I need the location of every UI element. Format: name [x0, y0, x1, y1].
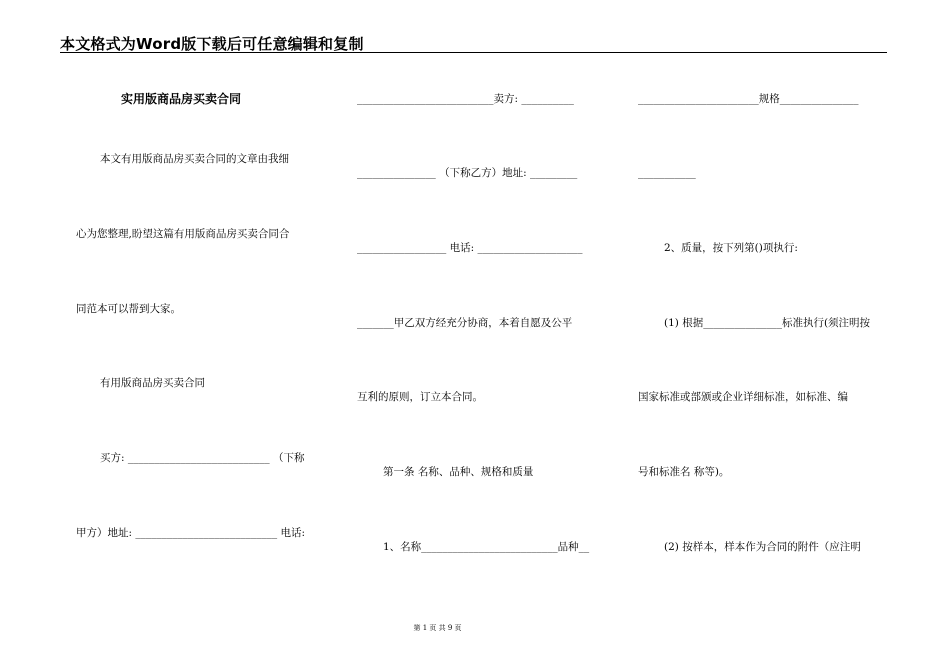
text-line: _________________ 电话: ____________________	[357, 242, 583, 254]
text-line: _______________________规格_______________	[638, 93, 859, 105]
text-line: _______甲乙双方经充分协商，本着自愿及公平	[357, 317, 573, 329]
text-line: 号和标准名 称等)。	[638, 466, 730, 478]
text-line: 甲方）地址: ___________________________ 电话:	[76, 527, 306, 539]
text-line: 国家标准或部颁或企业详细标准，如标准、编	[638, 391, 848, 403]
text-line: (1) 根据_______________标准执行(须注明按	[664, 317, 871, 329]
text-line: 买方: ___________________________ （下称	[100, 452, 305, 464]
text-line: 2、质量，按下列第()项执行:	[664, 242, 798, 254]
column-3	[638, 0, 888, 672]
document-title: 实用版商品房买卖合同	[121, 92, 242, 106]
column-1	[76, 0, 328, 672]
text-line: ___________	[638, 167, 696, 179]
text-line: 同范本可以帮到大家。	[76, 303, 181, 315]
text-line: 心为您整理,盼望这篇有用版商品房买卖合同合	[76, 228, 290, 240]
text-line: _______________ （下称乙方）地址: _________	[357, 167, 578, 179]
text-line: 互利的原则，订立本合同。	[357, 391, 483, 403]
text-line: __________________________卖方: __________	[357, 93, 574, 105]
text-line: 本文有用版商品房买卖合同的文章由我细	[100, 153, 289, 165]
document-banner: 本文格式为Word版下载后可任意编辑和复制	[60, 35, 364, 53]
column-2	[357, 0, 607, 672]
text-line: 1、名称__________________________品种__	[383, 541, 590, 553]
text-line: (2) 按样本，样本作为合同的附件（应注明	[664, 541, 861, 553]
page-number: 第 1 页 共 9 页	[413, 624, 462, 632]
text-line: 第一条 名称、品种、规格和质量	[383, 466, 534, 478]
text-line: 有用版商品房买卖合同	[100, 377, 205, 389]
